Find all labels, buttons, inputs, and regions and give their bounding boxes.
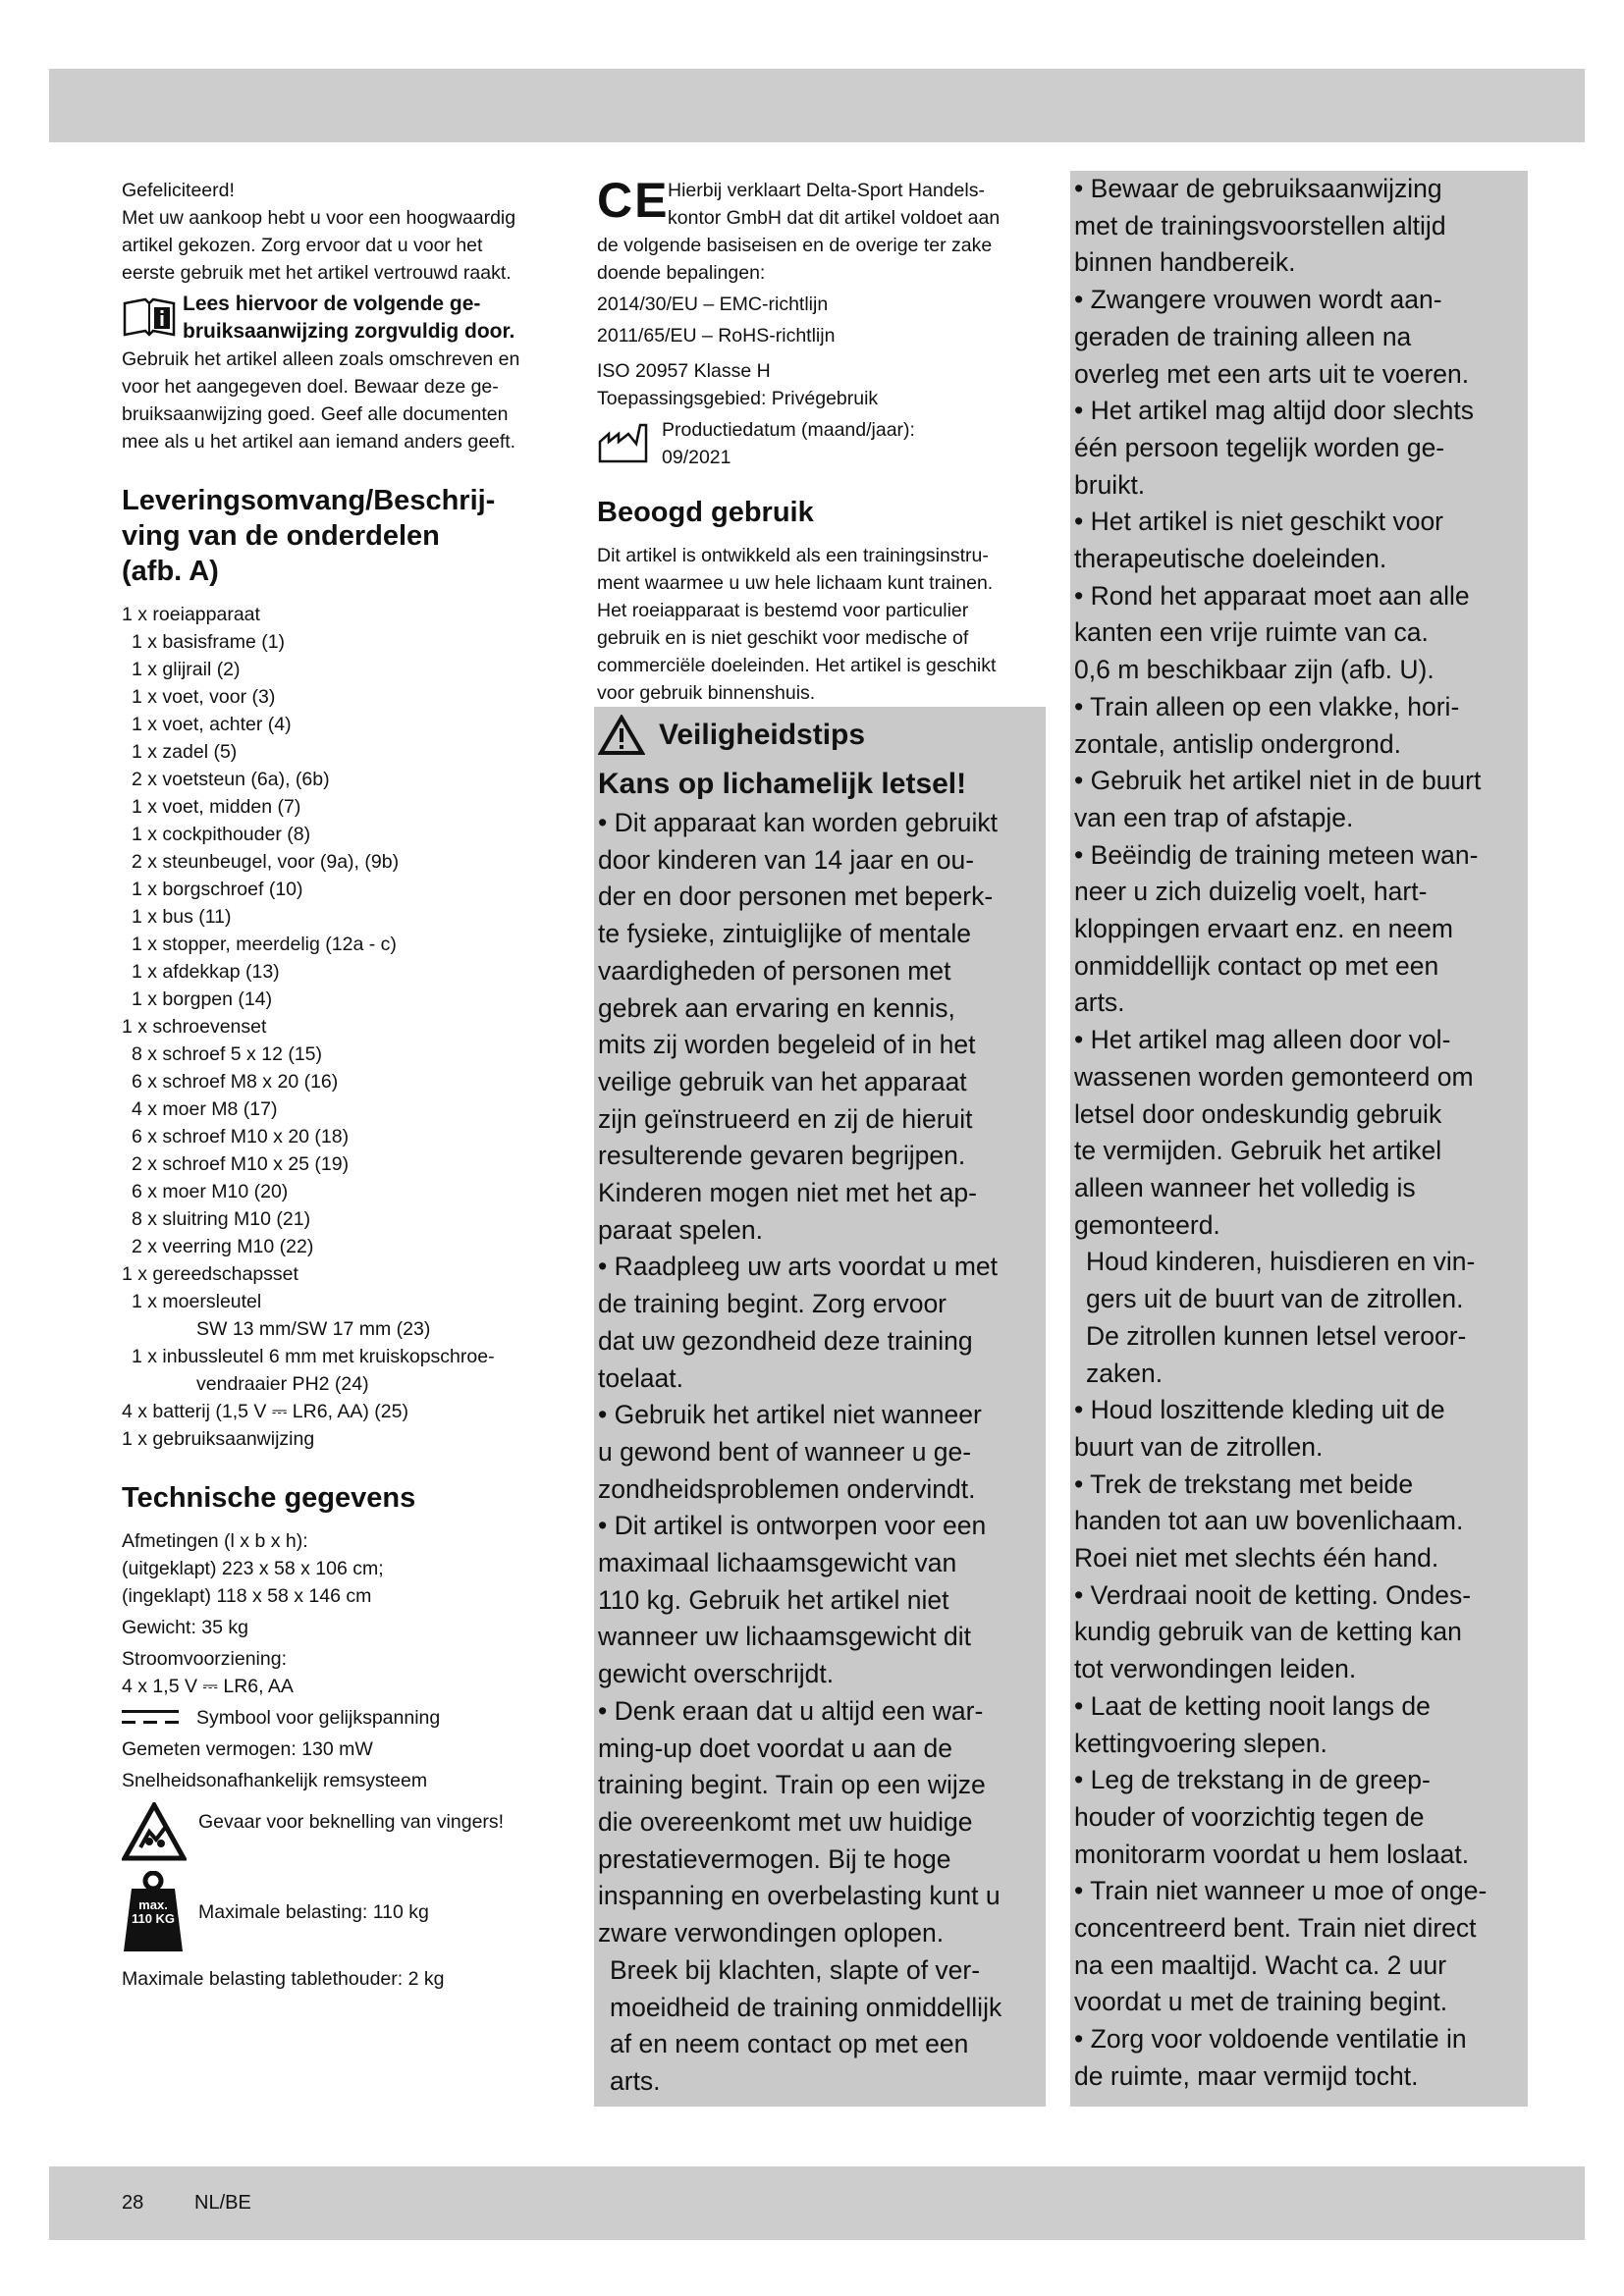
text-line: der en door personen met beperk- xyxy=(598,881,994,912)
text-line: voordat u met de training begint. xyxy=(1074,1987,1448,2017)
intro-heading: Gefeliciteerd! xyxy=(122,180,235,201)
parts-list-item: 1 x stopper, meerdelig (12a - c) xyxy=(132,934,397,955)
text-line: zontale, antislip ondergrond. xyxy=(1074,728,1401,759)
text-line: 110 kg. Gebruik het artikel niet xyxy=(598,1584,949,1615)
text-line: • Het artikel is niet geschikt voor xyxy=(1074,507,1444,537)
intro-text: Met uw aankoop hebt u voor een hoogwaardig artikel gekozen. Zorg ervoor dat u voor het eerste gebruik met het artikel vertrouwd raakt. xyxy=(122,207,516,284)
text-line: paraat spelen. xyxy=(598,1214,763,1245)
parts-list-item: 6 x moer M10 (20) xyxy=(132,1181,289,1202)
safety-bullet-item xyxy=(1074,2021,1528,2095)
text-line: de training begint. Zorg ervoor xyxy=(598,1289,947,1319)
text-line: u gewond bent of wanneer u ge- xyxy=(598,1436,972,1467)
text-line: • Bewaar de gebruiksaanwijzing xyxy=(1074,174,1442,203)
text-line: • Dit apparaat kan worden gebruikt xyxy=(598,808,999,837)
text-line: af en neem contact op met een xyxy=(610,2029,969,2059)
text-line: tot verwondingen leiden. xyxy=(1074,1654,1357,1684)
text-line: De zitrollen kunnen letsel veroor- xyxy=(1086,1320,1467,1351)
scope-heading: Leveringsomvang/Beschrij- ving van de onderdelen (afb. A) xyxy=(122,485,496,587)
safety-bullet-item xyxy=(1074,1392,1528,1466)
text-line: • Rond het apparaat moet aan alle xyxy=(1074,580,1470,611)
text-line: maximaal lichaamsgewicht van xyxy=(598,1548,957,1578)
safety-bullet-item xyxy=(1074,1022,1528,1244)
text-line: letsel door ondeskundig gebruik xyxy=(1074,1098,1442,1129)
text-line: kettingvoering slepen. xyxy=(1074,1728,1327,1758)
text-line: • Houd loszittende kleding uit de xyxy=(1074,1395,1445,1425)
intended-use-heading: Beoogd gebruik xyxy=(597,497,814,528)
text-line: • Trek de trekstang met beide xyxy=(1074,1468,1414,1499)
warning-triangle-icon xyxy=(598,715,645,756)
text-line: training begint. Train op een wijze xyxy=(598,1770,986,1800)
safety-bullet-item xyxy=(1074,171,1528,282)
column-middle: CE Hierbij verklaart Delta-Sport Handels- kontor GmbH dat dit artikel voldoet aan de volgende basiseisen en de overige ter zake doende bepalingen: 2014/30/EU – EMC-richtlijn 2011/65/EU – RoHS-richtlijn ISO 20957 Klasse H Toepassingsgebied: Privégebruik Productiedatum (maand/jaar): 09/2021 Beoogd gebruik Dit artikel is ontwikkeld als een trainingsinstru- ment waarmee u uw hele lichaam kunt trainen. Het roeiapparaat is bestemd voor particulier gebruik en is niet geschikt voor medische of commerciële doeleinden. Het artikel is geschikt voor gebruik binnenshuis. xyxy=(597,177,1044,707)
text-line: monitorarm voordat u hem loslaat. xyxy=(1074,1839,1470,1869)
parts-list xyxy=(122,601,568,1453)
parts-list-item: 1 x borgpen (14) xyxy=(132,988,273,1010)
parts-list-item: 6 x schroef M8 x 20 (16) xyxy=(132,1071,339,1093)
text-line: gebrek aan ervaring en kennis, xyxy=(598,992,955,1023)
text-line: zondheidsproblemen ondervindt. xyxy=(598,1473,976,1504)
parts-list-item: 1 x inbussleutel 6 mm met kruiskopschroe- xyxy=(132,1346,495,1367)
text-line: kanten een vrije ruimte van ca. xyxy=(1074,617,1429,648)
pinch-warning-row: Gevaar voor beknelling van vingers! xyxy=(122,1802,568,1861)
factory-icon xyxy=(597,422,650,465)
dc-symbol-row: Symbool voor gelijkspanning xyxy=(122,1704,568,1732)
footer-bar xyxy=(49,2166,1585,2240)
text-line: • Laat de ketting nooit langs de xyxy=(1074,1690,1431,1721)
parts-list-item: 1 x schroevenset xyxy=(122,1016,267,1038)
text-line: 0,6 m beschikbaar zijn (afb. U). xyxy=(1074,655,1435,685)
text-line: na een maaltijd. Wacht ca. 2 uur xyxy=(1074,1949,1447,1980)
text-line: • Gebruik het artikel niet wanneer xyxy=(598,1400,982,1430)
text-line: • Train niet wanneer u moe of onge- xyxy=(1074,1876,1488,1906)
text-line: te fysieke, zintuiglijke of mentale xyxy=(598,919,972,949)
safety-list-right xyxy=(1074,171,1528,2096)
parts-list-item: 2 x steunbeugel, voor (9a), (9b) xyxy=(132,851,400,873)
text-line: arts. xyxy=(610,2065,661,2096)
text-line: Roei niet met slechts één hand. xyxy=(1074,1543,1439,1574)
text-line: resulterende gevaren begrijpen. xyxy=(598,1141,966,1171)
text-line: onmiddellijk contact op met een xyxy=(1074,950,1439,981)
text-line: overleg met een arts uit te voeren. xyxy=(1074,358,1470,389)
column-left xyxy=(122,177,568,1993)
safety-bullet-item xyxy=(1074,763,1528,836)
text-line: • Gebruik het artikel niet in de buurt xyxy=(1074,766,1482,796)
text-line: mits zij worden begeleid of in het xyxy=(598,1030,976,1060)
page-number: 28 xyxy=(122,2192,144,2214)
text-line: kloppingen ervaart enz. en neem xyxy=(1074,914,1453,944)
parts-list-item: 1 x cockpithouder (8) xyxy=(132,824,311,845)
safety-bullet-item xyxy=(598,1508,1046,1693)
text-line: houder of voorzichtig tegen de xyxy=(1074,1801,1425,1832)
parts-list-item: 1 x basisframe (1) xyxy=(132,631,286,653)
safety-list-middle xyxy=(598,805,1046,2101)
text-line: geraden de training alleen na xyxy=(1074,321,1412,351)
ce-declaration: CE Hierbij verklaart Delta-Sport Handels- kontor GmbH dat dit artikel voldoet aan de volgende basiseisen en de overige ter zake doende bepalingen: xyxy=(597,173,1001,284)
parts-list-item: 1 x voet, achter (4) xyxy=(132,714,292,735)
text-line: die overeenkomt met uw huidige xyxy=(598,1806,973,1837)
usage-text: Gebruik het artikel alleen zoals omschreven en voor het aangegeven doel. Bewaar deze ge- bruiksaanwijzing goed. Geef alle documenten mee als u het artikel aan iemand anders geeft. xyxy=(122,348,520,453)
text-line: alleen wanneer het volledig is xyxy=(1074,1172,1416,1202)
text-line: kundig gebruik van de ketting kan xyxy=(1074,1617,1462,1647)
text-line: met de trainingsvoorstellen altijd xyxy=(1074,210,1446,240)
text-line: • Leg de trekstang in de greep- xyxy=(1074,1765,1431,1795)
text-line: Kinderen mogen niet met het ap- xyxy=(598,1178,977,1208)
text-line: vaardigheden of personen met xyxy=(598,955,951,986)
header-bar xyxy=(49,69,1585,142)
weight-110kg-icon: max. 110 KG xyxy=(122,1871,185,1953)
text-line: veilige gebruik van het apparaat xyxy=(598,1066,967,1096)
text-line: toelaat. xyxy=(598,1362,683,1393)
parts-list-item: 1 x borgschroef (10) xyxy=(132,879,303,900)
safety-bullet-item xyxy=(598,805,1046,1249)
safety-heading-row: Veiligheidstips xyxy=(598,715,865,756)
text-line: • Zorg voor voldoende ventilatie in xyxy=(1074,2024,1467,2055)
safety-bullet-item xyxy=(1074,1688,1528,1762)
safety-bullet-item xyxy=(1074,837,1528,1023)
max-load-row: max. 110 KG Maximale belasting: 110 kg xyxy=(122,1871,568,1953)
text-line: door kinderen van 14 jaar en ou- xyxy=(598,844,975,875)
safety-bullet-item xyxy=(1074,1577,1528,1688)
safety-bullet-item xyxy=(1074,1467,1528,1577)
ce-mark-icon: CE xyxy=(597,173,670,228)
text-line: • Het artikel mag alleen door vol- xyxy=(1074,1025,1451,1055)
text-line: zware verwondingen oplopen. xyxy=(598,1918,945,1949)
safety-note xyxy=(598,1952,1046,2101)
text-line: gers uit de buurt van de zitrollen. xyxy=(1086,1284,1464,1314)
safety-bullet-item xyxy=(1074,504,1528,577)
text-line: neer u zich duizelig voelt, hart- xyxy=(1074,877,1428,907)
text-line: handen tot aan uw bovenlichaam. xyxy=(1074,1506,1464,1536)
book-info-icon xyxy=(122,295,177,341)
safety-bullet-item xyxy=(598,1397,1046,1508)
text-line: wanneer uw lichaamsgewicht dit xyxy=(598,1622,972,1652)
text-line: prestatievermogen. Bij te hoge xyxy=(598,1843,951,1874)
text-line: • Raadpleeg uw arts voordat u met xyxy=(598,1252,998,1282)
text-line: moeidheid de training onmiddellijk xyxy=(610,1992,1002,2022)
text-line: zijn geïnstrueerd en zij de hieruit xyxy=(598,1103,973,1134)
text-line: de ruimte, maar vermijd tocht. xyxy=(1074,2060,1419,2091)
locale-label: NL/BE xyxy=(194,2192,251,2214)
parts-list-item: 1 x roeiapparaat xyxy=(122,604,260,625)
safety-bullet-item xyxy=(598,1693,1046,1952)
parts-list-item: 1 x voet, voor (3) xyxy=(132,686,276,708)
safety-bullet-item xyxy=(1074,578,1528,689)
production-date: Productiedatum (maand/jaar): 09/2021 xyxy=(597,416,1044,471)
dc-voltage-icon xyxy=(122,1707,181,1729)
safety-bullet-item xyxy=(1074,689,1528,763)
text-line: gemonteerd. xyxy=(1074,1209,1220,1240)
parts-list-item: 2 x voetsteun (6a), (6b) xyxy=(132,769,330,790)
text-line: • Beëindig de training meteen wan- xyxy=(1074,839,1479,870)
safety-bullet-item xyxy=(598,1249,1046,1397)
text-line: dat uw gezondheid deze training xyxy=(598,1325,973,1356)
text-line: • Denk eraan dat u altijd een war- xyxy=(598,1695,984,1726)
parts-list-item: 1 x afdekkap (13) xyxy=(132,961,280,983)
parts-list-item: 2 x schroef M10 x 25 (19) xyxy=(132,1153,350,1175)
text-line: buurt van de zitrollen. xyxy=(1074,1431,1324,1462)
safety-bullet-item xyxy=(1074,393,1528,504)
safety-note xyxy=(1074,1244,1528,1392)
text-line: • Zwangere vrouwen wordt aan- xyxy=(1074,285,1442,315)
parts-list-item: 4 x moer M8 (17) xyxy=(132,1098,278,1120)
tech-specs: Afmetingen (l x b x h): (uitgeklapt) 223 x 58 x 106 cm; (ingeklapt) 118 x 58 x 146 cm Gewicht: 35 kg Stroomvoorziening: 4 x 1,5 V ⎓ LR6, AA xyxy=(122,1530,384,1697)
parts-list-item: 1 x gebruiksaanwijzing xyxy=(122,1428,315,1450)
text-line: te vermijden. Gebruik het artikel xyxy=(1074,1136,1442,1166)
text-line: inspanning en overbelasting kunt u xyxy=(598,1881,1001,1911)
parts-list-item: 1 x gereedschapsset xyxy=(122,1263,298,1285)
text-line: wassenen worden gemonteerd om xyxy=(1074,1061,1474,1092)
text-line: binnen handbereik. xyxy=(1074,247,1296,278)
parts-list-item: 1 x zadel (5) xyxy=(132,741,238,763)
parts-list-item: 4 x batterij (1,5 V ⎓ LR6, AA) (25) xyxy=(122,1401,408,1422)
parts-list-item: 2 x veerring M10 (22) xyxy=(132,1236,314,1257)
parts-list-item: SW 13 mm/SW 17 mm (23) xyxy=(196,1318,431,1340)
parts-list-item: 8 x sluitring M10 (21) xyxy=(132,1208,311,1230)
read-instructions-note: Lees hiervoor de volgende ge- bruiksaanwijzing zorgvuldig door. xyxy=(122,291,568,346)
parts-list-item: 1 x moersleutel xyxy=(132,1291,262,1312)
text-line: arts. xyxy=(1074,988,1125,1018)
text-line: zaken. xyxy=(1086,1358,1164,1388)
safety-bullet-item xyxy=(1074,282,1528,393)
text-line: Houd kinderen, huisdieren en vin- xyxy=(1086,1247,1476,1277)
text-line: gewicht overschrijdt. xyxy=(598,1659,835,1689)
parts-list-item: vendraaier PH2 (24) xyxy=(196,1373,369,1395)
pinch-warning-icon xyxy=(122,1802,187,1861)
parts-list-item: 1 x voet, midden (7) xyxy=(132,796,301,818)
parts-list-item: 8 x schroef 5 x 12 (15) xyxy=(132,1043,323,1065)
text-line: • Het artikel mag altijd door slechts xyxy=(1074,396,1474,426)
text-line: • Train alleen op een vlakke, hori- xyxy=(1074,691,1460,721)
parts-list-item: 1 x bus (11) xyxy=(132,906,232,928)
intended-use-text: Dit artikel is ontwikkeld als een trainingsinstru- ment waarmee u uw hele lichaam kunt trainen. Het roeiapparaat is bestemd voor particulier gebruik en is niet geschikt voor medische of commerciële doeleinden. Het artikel is geschikt voor gebruik binnenshuis. xyxy=(597,545,997,704)
safety-bullet-item xyxy=(1074,1873,1528,2021)
tech-specs-2: Gemeten vermogen: 130 mW Snelheidsonafhankelijk remsysteem xyxy=(122,1738,428,1791)
safety-box-middle xyxy=(594,707,1046,2107)
parts-list-item: 1 x glijrail (2) xyxy=(132,659,241,680)
text-line: één persoon tegelijk worden ge- xyxy=(1074,432,1445,462)
safety-bullet-item xyxy=(1074,1762,1528,1873)
text-line: Breek bij klachten, slapte of ver- xyxy=(610,1954,981,1985)
injury-heading: Kans op lichamelijk letsel! xyxy=(598,768,967,800)
text-line: therapeutische doeleinden. xyxy=(1074,544,1387,574)
safety-box-right xyxy=(1070,171,1528,2107)
text-line: van een trap of afstapje. xyxy=(1074,802,1354,832)
tablet-load: Maximale belasting tablethouder: 2 kg xyxy=(122,1968,445,1990)
text-line: • Verdraai nooit de ketting. Ondes- xyxy=(1074,1579,1472,1610)
text-line: • Dit artikel is ontworpen voor een xyxy=(598,1511,987,1541)
tech-heading: Technische gegevens xyxy=(122,1482,416,1514)
parts-list-item: 6 x schroef M10 x 20 (18) xyxy=(132,1126,350,1148)
text-line: ming-up doet voordat u aan de xyxy=(598,1733,952,1763)
text-line: bruikt. xyxy=(1074,469,1146,500)
text-line: concentreerd bent. Train niet direct xyxy=(1074,1913,1477,1944)
